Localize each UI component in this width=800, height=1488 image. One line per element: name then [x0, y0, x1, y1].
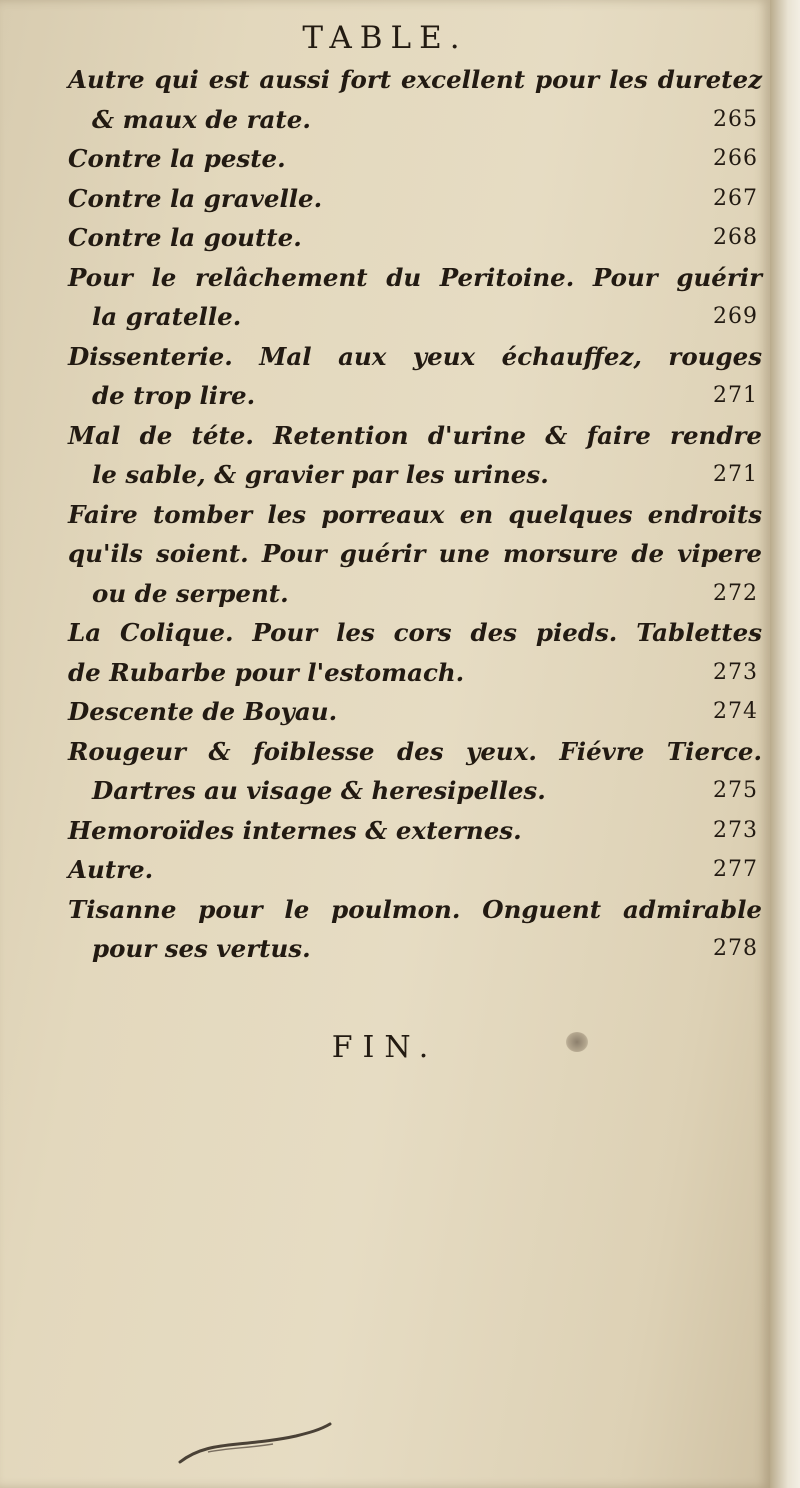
- entry-line: & maux de rate.: [92, 104, 311, 134]
- entry-line: le sable, & gravier par les urines.: [92, 460, 549, 489]
- toc-entry: [68, 692, 762, 732]
- page-header: TABLE.: [302, 20, 468, 56]
- toc-entry: [68, 495, 762, 614]
- toc-entry: [68, 218, 762, 258]
- page-number: 268: [713, 225, 758, 250]
- page-number: 277: [713, 857, 758, 882]
- page-number: 271: [713, 383, 758, 408]
- end-mark: FIN.: [331, 1030, 439, 1065]
- toc-entry: [68, 416, 762, 495]
- fiber-mark: [178, 1418, 338, 1468]
- entry-line: ou de serpent.: [92, 578, 289, 608]
- entry-line: Contre la goutte.: [68, 223, 302, 252]
- entry-line: Descente de Boyau.: [68, 697, 338, 726]
- entry-line: Rougeur & foiblesse des yeux. Fiévre Tierce.: [68, 736, 762, 766]
- entry-line: Contre la gravelle.: [68, 183, 323, 213]
- paper-stain: [566, 1032, 588, 1052]
- entry-line: de trop lire.: [92, 381, 256, 410]
- entry-line: Contre la peste.: [68, 144, 286, 173]
- page-number: 267: [713, 185, 758, 211]
- page-edge: [770, 0, 800, 1488]
- toc-entry: [68, 732, 762, 811]
- entry-line: Autre.: [68, 855, 154, 884]
- entry-line: Dissenterie. Mal aux yeux échauffez, rouges: [68, 341, 762, 371]
- toc-entry: [68, 613, 762, 692]
- page-number: 269: [713, 304, 758, 329]
- page-number: 271: [713, 462, 758, 487]
- page-number: 273: [713, 659, 758, 685]
- toc-entry: [68, 890, 762, 969]
- toc-entry: [68, 179, 762, 219]
- entry-line: de Rubarbe pour l'estomach.: [68, 657, 465, 687]
- toc-entry: [68, 258, 762, 337]
- toc-entry: [68, 139, 762, 179]
- page-number: 272: [713, 580, 758, 606]
- page-number: 266: [713, 146, 758, 171]
- page-number: 274: [713, 699, 758, 724]
- page-number: 265: [713, 106, 758, 132]
- entry-line: qu'ils soient. Pour guérir une morsure de vipere: [68, 539, 762, 568]
- toc-entry: [68, 337, 762, 416]
- entry-line: Mal de téte. Retention d'urine & faire rendre: [68, 420, 762, 450]
- entry-line: Faire tomber les porreaux en quelques endroits: [68, 499, 762, 529]
- entry-line: Dartres au visage & heresipelles.: [92, 776, 546, 805]
- table-of-contents: [68, 60, 762, 969]
- page-number: 275: [713, 778, 758, 803]
- entry-line: Autre qui est aussi fort excellent pour les duretez: [68, 65, 762, 94]
- entry-line: Tisanne pour le poulmon. Onguent admirable: [68, 894, 762, 924]
- page-number: 273: [713, 817, 758, 843]
- entry-line: pour ses vertus.: [92, 934, 311, 963]
- entry-line: Pour le relâchement du Peritoine. Pour guérir: [68, 262, 762, 292]
- entry-line: Hemoroïdes internes & externes.: [68, 815, 522, 845]
- entry-line: La Colique. Pour les cors des pieds. Tablettes: [68, 618, 762, 647]
- entry-line: la gratelle.: [92, 302, 242, 331]
- page-number: 278: [713, 936, 758, 961]
- toc-entry: [68, 60, 762, 139]
- toc-entry: [68, 850, 762, 890]
- toc-entry: [68, 811, 762, 851]
